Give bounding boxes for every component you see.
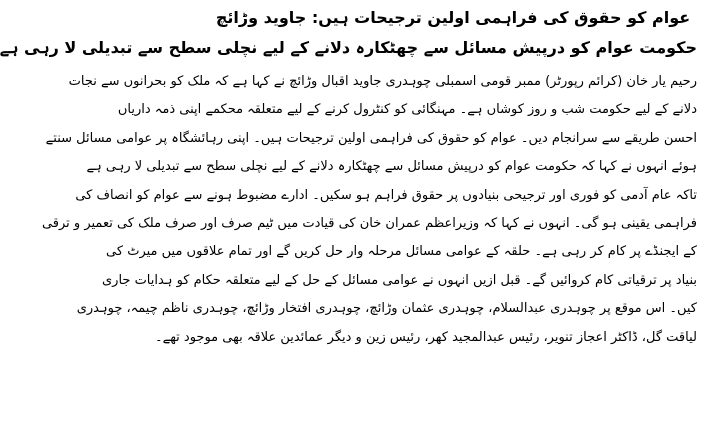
body-line: تاکہ عام آدمی کو فوری اور ترجیحی بنیادوں پر حقوق فراہم ہو سکیں۔ ادارے مضبوط ہونے سے عوام کو انصاف کی	[75, 187, 697, 203]
body-line: بنیاد پر ترقیاتی کام کروائیں گے۔ قبل ازیں انہوں نے عوامی مسائل کے حل کے لیے متعلقہ حکام کو ہدایات جاری	[101, 272, 697, 288]
body-line: کیں۔ اس موقع پر چوہدری عبدالسلام، چوہدری عثمان وڑائچ، چوہدری افتخار وڑائچ، چوہدری ناظم چیمہ، چوہدری	[76, 301, 697, 317]
body-line: رحیم یار خان (کرائم رپورٹر) ممبر قومی اسمبلی چوہدری جاوید اقبال وڑائچ نے کہا ہے کہ ملک کو بحرانوں سے نجات	[68, 74, 697, 89]
body-line: دلانے کے لیے حکومت شب و روز کوشاں ہے۔ مہنگائی کو کنٹرول کرنے کے لیے متعلقہ محکمے اپنی ذمہ داریاں	[117, 102, 697, 118]
body-line: فراہمی یقینی ہو گی۔ انہوں نے کہا کہ وزیراعظم عمران خان کی قیادت میں ٹیم صرف اور صرف ملک کی تعمیر و ترقی	[41, 215, 697, 231]
body-line: احسن طریقے سے سرانجام دیں۔ عوام کو حقوق کی فراہمی اولین ترجیحات ہیں۔ اپنی رہائشگاہ پر عوامی مسائل سنتے	[45, 130, 697, 146]
body-line: کے ایجنڈے پر کام کر رہی ہے۔ حلقہ کے عوامی مسائل مرحلہ وار حل کریں گے اور تمام علاقوں میں میرٹ کی	[106, 244, 697, 260]
body-line: لیاقت گل، ڈاکٹر اعجاز تنویر، رئیس عبدالمجید کھر، رئیس زین و دیگر عمائدین علاقہ بھی موجود تھے۔	[154, 329, 697, 345]
headline: عوام کو حقوق کی فراہمی اولین ترجیحات ہیں: جاوید وڑائچ	[215, 8, 691, 27]
subheadline: حکومت عوام کو درپیش مسائل سے چھٹکارہ دلانے کے لیے نچلی سطح سے تبدیلی لا رہی ہے	[0, 38, 697, 57]
article-body	[41, 68, 697, 352]
body-line: ہوئے انہوں نے کہا کہ حکومت عوام کو درپیش مسائل سے چھٹکارہ دلانے کے لیے نچلی سطح سے تبدیلی لا رہی ہے	[86, 159, 697, 175]
